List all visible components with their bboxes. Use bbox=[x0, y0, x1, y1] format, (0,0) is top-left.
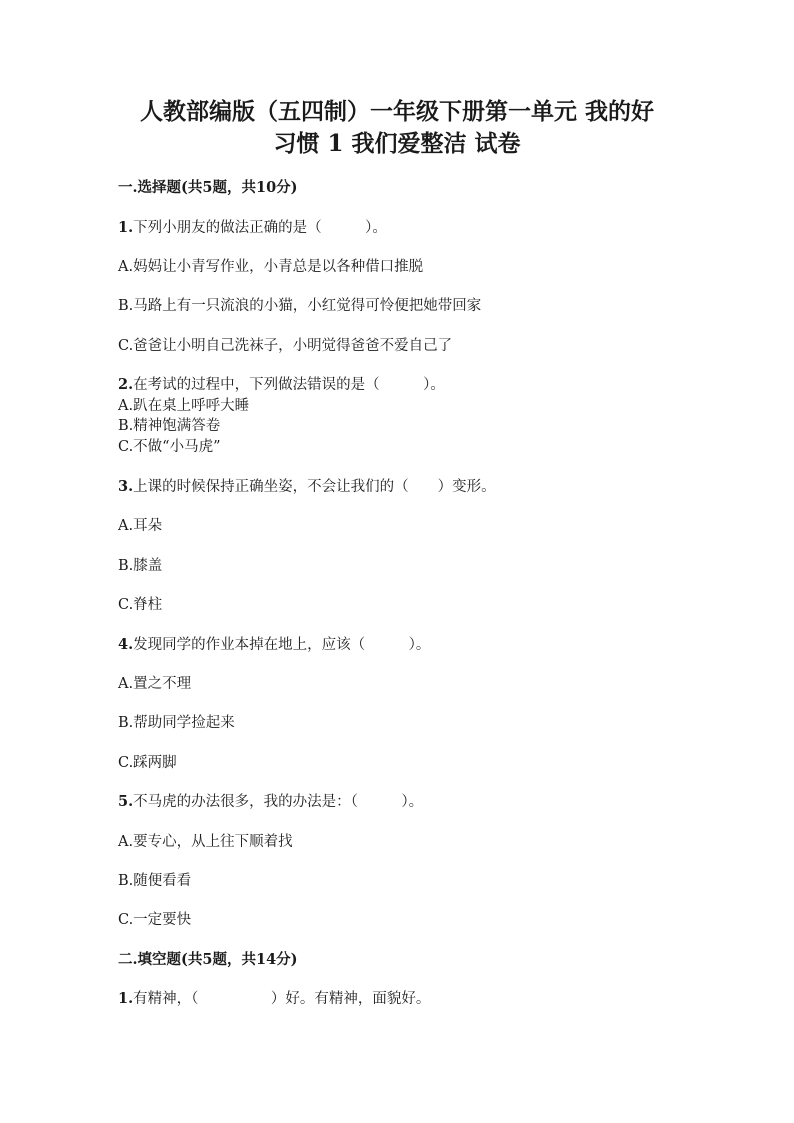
question-4-option-a: A.置之不理 bbox=[118, 676, 192, 692]
question-3-option-c: C.脊柱 bbox=[118, 597, 163, 613]
question-5-option-c: C.一定要快 bbox=[118, 912, 192, 928]
question-4-option-b: B.帮助同学捡起来 bbox=[118, 715, 235, 731]
question-3 bbox=[118, 477, 496, 497]
fill-question-1 bbox=[118, 989, 430, 1009]
section-heading-choice: 一.选择题(共5题，共10分) bbox=[118, 179, 298, 196]
question-stem: 上课的时候保持正确坐姿，不会让我们的（ ）变形。 bbox=[133, 479, 496, 495]
question-number: 2. bbox=[118, 376, 134, 393]
question-3-option-a: A.耳朵 bbox=[118, 518, 163, 534]
question-4-option-c: C.踩两脚 bbox=[118, 755, 177, 771]
question-1-option-b: B.马路上有一只流浪的小猫，小红觉得可怜便把她带回家 bbox=[118, 298, 482, 314]
question-number: 1. bbox=[118, 219, 134, 236]
question-5 bbox=[118, 792, 423, 812]
question-1 bbox=[118, 218, 387, 238]
question-1-option-a: A.妈妈让小青写作业，小青总是以各种借口推脱 bbox=[118, 259, 424, 275]
title-line-1: 人教部编版（五四制）一年级下册第一单元 我的好 bbox=[139, 98, 654, 125]
question-stem: 在考试的过程中，下列做法错误的是（ ）。 bbox=[133, 377, 445, 393]
page-title bbox=[90, 96, 704, 160]
question-number: 4. bbox=[118, 636, 134, 653]
question-3-option-b: B.膝盖 bbox=[118, 558, 163, 574]
question-2-option-c: C.不做“小马虎” bbox=[118, 439, 221, 455]
question-2 bbox=[118, 375, 445, 395]
question-stem: 下列小朋友的做法正确的是（ ）。 bbox=[133, 220, 387, 236]
question-number: 5. bbox=[118, 793, 134, 810]
question-2-option-b: B.精神饱满答卷 bbox=[118, 418, 221, 434]
question-5-option-b: B.随便看看 bbox=[118, 873, 192, 889]
title-line-2: 习惯 1 我们爱整洁 试卷 bbox=[273, 130, 521, 157]
question-1-option-c: C.爸爸让小明自己洗袜子，小明觉得爸爸不爱自己了 bbox=[118, 338, 453, 354]
section-heading-fill-blank: 二.填空题(共5题，共14分) bbox=[118, 951, 298, 968]
question-2-option-a: A.趴在桌上呼呼大睡 bbox=[118, 398, 250, 414]
question-number: 3. bbox=[118, 478, 134, 495]
question-stem: 有精神，（ ）好。有精神，面貌好。 bbox=[133, 991, 431, 1007]
question-4 bbox=[118, 635, 430, 655]
question-stem: 发现同学的作业本掉在地上，应该（ ）。 bbox=[133, 637, 431, 653]
question-stem: 不马虎的办法很多，我的办法是：（ ）。 bbox=[133, 794, 424, 810]
question-5-option-a: A.要专心，从上往下顺着找 bbox=[118, 834, 293, 850]
question-number: 1. bbox=[118, 990, 134, 1007]
